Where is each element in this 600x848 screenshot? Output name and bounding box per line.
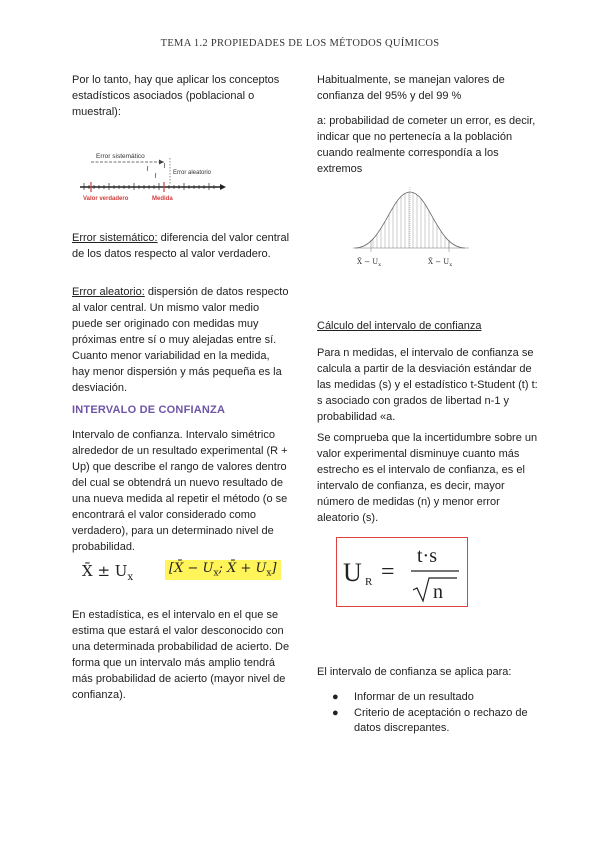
ur-numerator: t·s (417, 545, 437, 567)
bullet-icon: ● (332, 707, 339, 719)
ur-formula-svg (337, 538, 467, 606)
aleatorio-term: Error aleatorio: (72, 286, 145, 298)
aleatorio-paragraph (72, 284, 290, 396)
label-error-aleatorio: Error aleatorio (173, 170, 212, 176)
interval-formulas (82, 560, 292, 586)
page-header: TEMA 1.2 PROPIEDADES DE LOS MÉTODOS QUÍMICOS (160, 38, 440, 49)
bullet-text: Criterio de aceptación o rechazo de datos discrepantes. (354, 707, 528, 734)
calc-title: Cálculo del intervalo de confianza (317, 320, 482, 332)
ur-lhs: U (343, 558, 362, 587)
aleatorio-def: dispersión de datos respecto al valor central. Un mismo valor medio puede ser originado con medidas muy próximas entre sí o muy alejadas entre sí. Cuanto menor variabilidad en la medida, hay menor dispersión y más pequeña es la desviación. (72, 286, 289, 394)
error-diagram-svg (78, 138, 228, 213)
habitual-paragraph (317, 72, 539, 104)
formula-mean-plus-minus: X̄ ± $U_x$ (82, 562, 134, 583)
bullet-text: Informar de un resultado (354, 691, 474, 703)
section-heading-intervalo: INTERVALO DE CONFIANZA (72, 404, 226, 416)
error-diagram (78, 138, 228, 213)
label-medida: Medida (152, 196, 173, 202)
aplica-paragraph (317, 664, 539, 680)
svg-text:≀: ≀ (163, 161, 166, 170)
intro-text: Por lo tanto, hay que aplicar los conceptos estadísticos asociados (poblacional o muestral): (72, 74, 280, 118)
sistematico-def: diferencia del valor central de los datos respecto al valor verdadero. (72, 232, 290, 260)
estadistica-paragraph (72, 607, 290, 703)
intro-paragraph (72, 72, 290, 120)
label-valor-verdadero: Valor verdadero (83, 196, 129, 202)
ur-formula-box (336, 537, 468, 607)
intervalo-text: Intervalo de confianza. Intervalo simétrico alrededor de un resultado experimental (R + Up) que describe el rango de valores dentro del cual se obtendrá un nuevo resultado de una nueva medida al repetir el método (o se encontrará el valor considerado como verdadero), para un determinado nivel de probabilidad. (72, 429, 288, 553)
calc-text: Para n medidas, el intervalo de confianza se calcula a partir de la desviación estándar de las medidas (s) y el estadístico t-Student (t) t: s asociado con grados de libertad n-1 y probabilidad «a. (317, 347, 538, 423)
bullet-icon: ● (332, 691, 339, 703)
estadistica-text: En estadística, es el intervalo en el que se estima que estará el valor desconocido con una determinada probabilidad de acierto. De forma que un intervalo más amplio tendrá más probabilidad de acierto (mayor nivel de confianza). (72, 609, 290, 701)
comprueba-text: Se comprueba que la incertidumbre sobre un valor experimental disminuye cuanto más estrecho es el intervalo de confianza, es el intervalo de confianza, es decir, mayor número de medidas (n) y menor error aleatorio (s). (317, 432, 538, 524)
aplica-text: El intervalo de confianza se aplica para: (317, 666, 512, 678)
alpha-text: a: probabilidad de cometer un error, es decir, indicar que no pertenecía a la población cuando realmente correspondía a los extremos (317, 115, 536, 175)
formula-interval-highlight: [X̄ − $U_x$; X̄ + $U_x$] (165, 560, 281, 580)
bell-curve-svg (353, 184, 473, 272)
bell-label-right: X̄ − $U_x$ (428, 258, 453, 268)
ur-lhs-sub: R (365, 576, 373, 588)
alpha-paragraph (317, 113, 539, 177)
ur-denominator: n (433, 581, 443, 603)
intervalo-paragraph (72, 427, 290, 555)
svg-text:≀: ≀ (154, 171, 157, 180)
label-error-sistematico: Error sistemático (96, 153, 145, 160)
sistematico-paragraph (72, 230, 290, 262)
bell-curve-figure (353, 184, 473, 272)
calc-paragraph (317, 345, 539, 425)
comprueba-paragraph (317, 430, 539, 526)
bell-label-left: X̄ − $U_x$ (357, 258, 382, 268)
sistematico-term: Error sistemático: (72, 232, 158, 244)
ur-eq: = (381, 559, 395, 585)
habitual-text: Habitualmente, se manejan valores de confianza del 95% y del 99 % (317, 74, 505, 102)
svg-text:≀: ≀ (146, 164, 149, 173)
